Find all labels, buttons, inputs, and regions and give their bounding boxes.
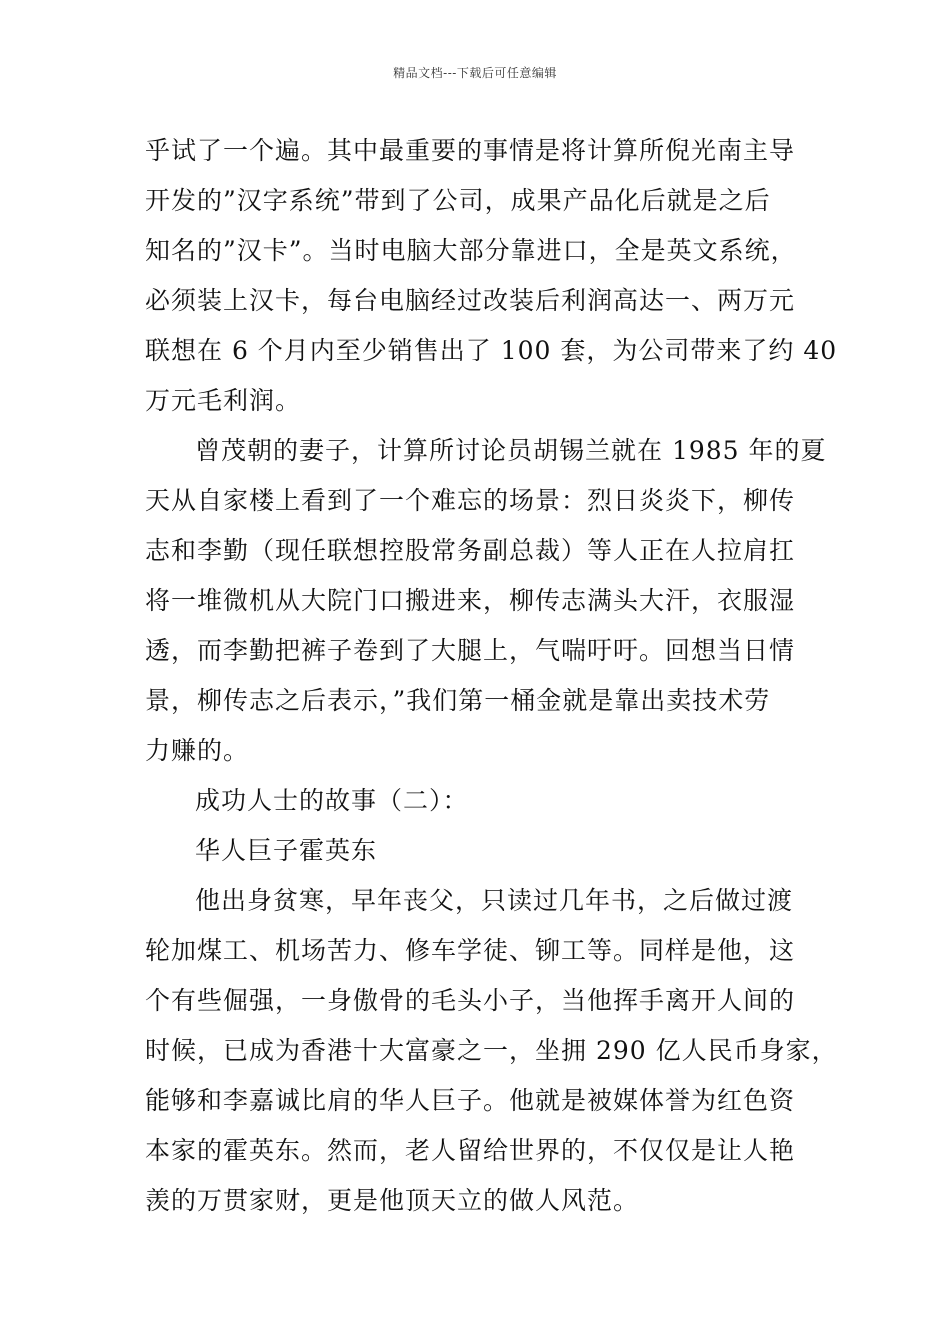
text-line: 力赚的。 <box>145 736 250 765</box>
text-line: 透，而李勤把裤子卷到了大腿上，气喘吁吁。回想当日情 <box>145 636 796 665</box>
text-line: 将一堆微机从大院门口搬进来，柳传志满头大汗，衣服湿 <box>145 586 796 615</box>
text-line: 天从自家楼上看到了一个难忘的场景：烈日炎炎下，柳传 <box>145 486 796 515</box>
text-line: 开发的”汉字系统”带到了公司，成果产品化后就是之后 <box>145 186 771 215</box>
paragraph <box>145 426 825 776</box>
text-line: 个有些倔强，一身傲骨的毛头小子，当他挥手离开人间的 <box>145 986 796 1015</box>
text-line: 时候，已成为香港十大富豪之一，坐拥 290 亿人民币身家， <box>145 1036 838 1065</box>
text-line: 他出身贫寒，早年丧父，只读过几年书，之后做过渡 <box>195 886 794 915</box>
text-line: 能够和李嘉诚比肩的华人巨子。他就是被媒体誉为红色资 <box>145 1086 796 1115</box>
text-line: 志和李勤（现任联想控股常务副总裁）等人正在人拉肩扛 <box>145 536 796 565</box>
document-body <box>145 126 838 1226</box>
text-line: 必须装上汉卡，每台电脑经过改装后利润高达一、两万元 <box>145 286 796 315</box>
page-header: 精品文档---下载后可任意编辑 <box>393 66 557 80</box>
text-line: 轮加煤工、机场苦力、修车学徒、铆工等。同样是他，这 <box>145 936 796 965</box>
text-line: 乎试了一个遍。其中最重要的事情是将计算所倪光南主导 <box>145 136 796 165</box>
text-line: 景，柳传志之后表示，”我们第一桶金就是靠出卖技术劳 <box>145 686 771 715</box>
section-subheading <box>145 826 825 876</box>
text-line: 曾茂朝的妻子，计算所讨论员胡锡兰就在 1985 年的夏 <box>195 436 827 465</box>
paragraph <box>145 126 838 426</box>
section-heading <box>145 776 825 826</box>
text-line: 知名的”汉卡”。当时电脑大部分靠进口，全是英文系统， <box>145 236 797 265</box>
text-line: 羡的万贯家财，更是他顶天立的做人风范。 <box>145 1186 640 1215</box>
text-line: 万元毛利润。 <box>145 386 302 415</box>
text-line: 成功人士的故事（二）： <box>195 786 469 815</box>
paragraph <box>145 876 838 1226</box>
text-line: 本家的霍英东。然而，老人留给世界的，不仅仅是让人艳 <box>145 1136 796 1165</box>
text-line: 联想在 6 个月内至少销售出了 100 套，为公司带来了约 40 <box>145 336 838 365</box>
text-line: 华人巨子霍英东 <box>195 836 378 865</box>
